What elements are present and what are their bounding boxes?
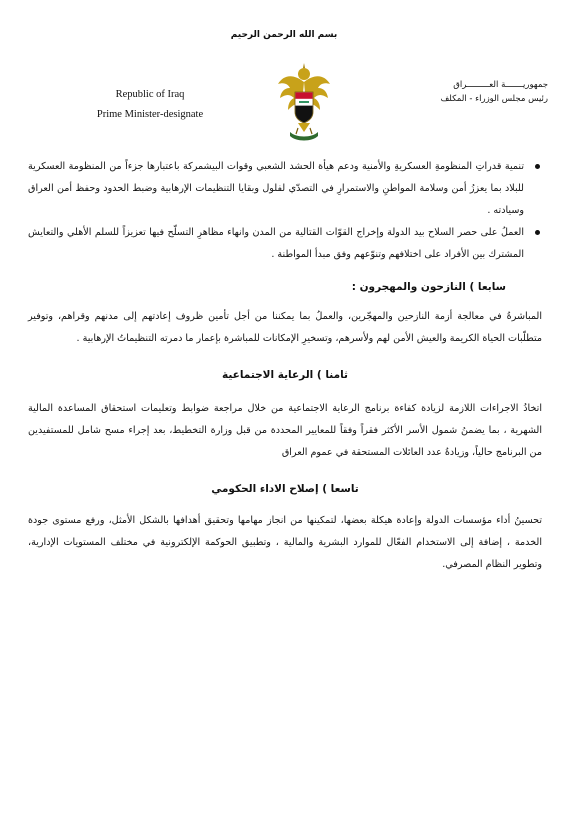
section-social-care	[28, 364, 542, 464]
section-heading: ثامنا ) الرعاية الاجتماعية	[222, 369, 348, 381]
section-government-reform	[28, 478, 542, 576]
header-english	[70, 85, 230, 125]
basmala: بسم الله الرحمن الرحيم	[230, 30, 338, 40]
header-country-en: Republic of Iraq	[115, 89, 185, 100]
bullet-icon	[535, 230, 540, 235]
header-arabic	[388, 78, 548, 106]
bullet-icon	[535, 164, 540, 169]
header-office-ar: رئيس مجلس الوزراء - المكلف	[440, 94, 548, 104]
iraq-eagle-emblem-icon	[276, 60, 332, 148]
section-heading: سابعا ) النازحون والمهجرون :	[351, 281, 506, 293]
bullet-text: العملُ على حصر السلاح بيد الدولة وإخراج القوّات القتالية من المدن وانهاء مظاهرِ التسلّح فيها تعزيزاً للسلم الأهلي والتعايش المشترك بين الأفراد على اختلافهم وتنوّعهم وفق مبدأ المواطنة .	[28, 227, 524, 260]
document-body	[28, 156, 542, 576]
section-paragraph: اتخاذُ الاجراءات اللازمة لزيادة كفاءة برنامج الرعاية الاجتماعية من خلال مراجعة ضوابط وتعليمات استحقاق المساعدة المالية الشهرية ، بما يضمنُ شمول الأسر الأكثر فقراً وفقاً للمعايير المحددة من قبل وزارة التخطيط، بعد إجراء مسح شامل للمستفيدين من البرنامج حالياً، وزيادةُ عدد العائلات المستحقة في عموم العراق	[28, 403, 542, 458]
header-office-en: Prime Minister-designate	[96, 109, 204, 120]
bullet-text: تنمية قدراتِ المنظومةِ العسكريةِ والأمنية ودعم هيأة الحشد الشعبي وقوات البيشمركة باعتبارها جزءاً من المنظومة العسكرية للبلاد بما يعززُ أمن وسلامة المواطنِ والاستمرارِ في التصدّي لفلول وبقايا التنظيمات الإرهابية وضبط الحدود وحفظ أمن العراق وسيادته .	[28, 161, 524, 216]
header-country-ar: جمهوريـــــــة العـــــــــراق	[453, 80, 548, 90]
section-displaced	[28, 276, 542, 350]
bullet-item	[28, 156, 542, 222]
section-paragraph: المباشرةُ في معالجة أزمة النازحين والمهجّرين، والعملُ بما يمكننا من أجل تأمين ظروف إعادتهم إلى مدنهم وقراهم، وتوفير متطلّبات الحياة الكريمة والعيش الأمن لهم ولأسرهم، وتسخيرِ الإمكانات للمباشرة بإعمار ما دمرته التنظيماتُ الإرهابية .	[28, 311, 542, 344]
section-paragraph: تحسينُ أداء مؤسسات الدولة وإعادة هيكلة بعضها، لتمكينها من انجاز مهامها وتحقيق أهدافها بالشكل الأمثل، ورفع مستوى جودة الخدمة ، إضافة إلى الاستخدام الفعّال للموارد البشرية والمالية ، وتطبيق الحوكمة الإلكترونية في مختلف المستويات الإدارية، وتطوير النظام المصرفي.	[28, 515, 542, 570]
bullet-item	[28, 222, 542, 266]
section-heading: تاسعا ) إصلاح الاداء الحكومي	[211, 483, 359, 495]
